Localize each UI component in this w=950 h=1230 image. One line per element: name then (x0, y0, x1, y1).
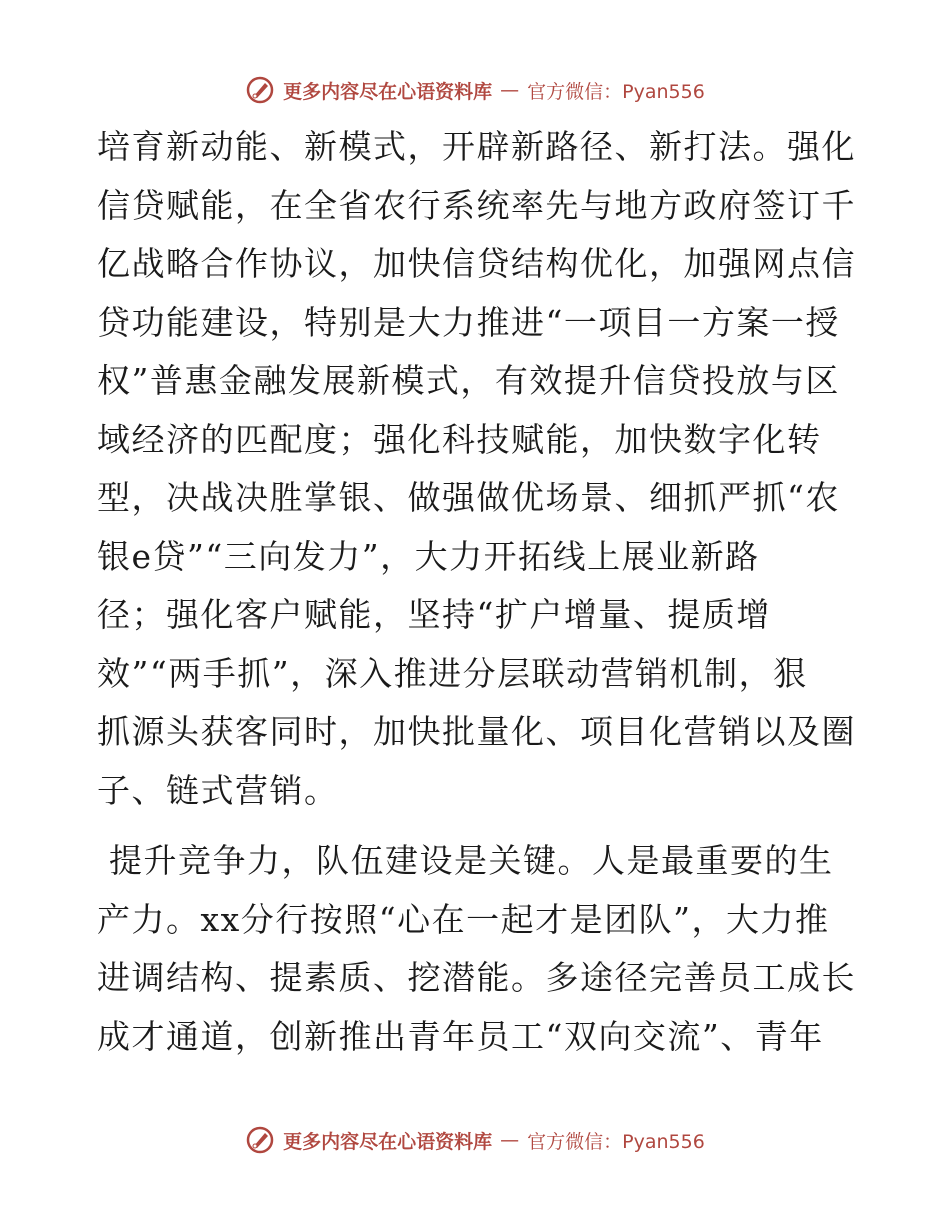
pen-seal-icon (245, 75, 275, 105)
text-line: 型，决战决胜掌银、做强做优场景、细抓严抓“农 (97, 478, 840, 517)
footer-watermark (0, 1120, 950, 1160)
text-line: 培育新动能、新模式，开辟新路径、新打法。强化 (97, 127, 856, 166)
text-line: 径；强化客户赋能，坚持“扩户增量、提质增 (97, 595, 771, 634)
text-line: 权”普惠金融发展新模式，有效提升信贷投放与区 (97, 361, 840, 400)
text-line: 银e贷”“三向发力”，大力开拓线上展业新路 (97, 536, 760, 576)
text-line: 进调结构、提素质、挖潜能。多途径完善员工成长 (97, 958, 856, 997)
document-body (97, 118, 857, 1066)
text-line: 贷功能建设，特别是大力推进“一项目一方案一授 (97, 302, 840, 342)
watermark-contact: 官方微信：Pyan556 (527, 80, 705, 103)
paragraph-1 (97, 118, 857, 820)
paragraph-2 (97, 832, 857, 1066)
text-line: 产力。xx分行按照“心在一起才是团队”，大力推 (97, 899, 830, 939)
text-line: 成才通道，创新推出青年员工“双向交流”、青年 (97, 1016, 824, 1056)
text-line: 提升竞争力，队伍建设是关键。人是最重要的生 (97, 841, 834, 880)
paragraph-spacer (97, 820, 857, 832)
watermark-text: 更多内容尽在心语资料库 (283, 1130, 493, 1153)
text-line: 抓源头获客同时，加快批量化、项目化营销以及圈 (97, 712, 856, 751)
watermark-separator: — (500, 1129, 520, 1151)
text-line: 亿战略合作协议，加快信贷结构优化，加强网点信 (97, 244, 856, 283)
watermark-separator: — (500, 79, 520, 101)
text-line: 效”“两手抓”，深入推进分层联动营销机制，狠 (97, 653, 808, 693)
text-line: 域经济的匹配度；强化科技赋能，加快数字化转 (97, 419, 822, 459)
text-line: 信贷赋能，在全省农行系统率先与地方政府签订千 (97, 185, 856, 225)
pen-seal-icon (245, 1125, 275, 1155)
watermark-text: 更多内容尽在心语资料库 (283, 80, 493, 103)
text-line: 子、链式营销。 (97, 770, 339, 810)
header-watermark (0, 70, 950, 110)
watermark-contact: 官方微信：Pyan556 (527, 1130, 705, 1153)
